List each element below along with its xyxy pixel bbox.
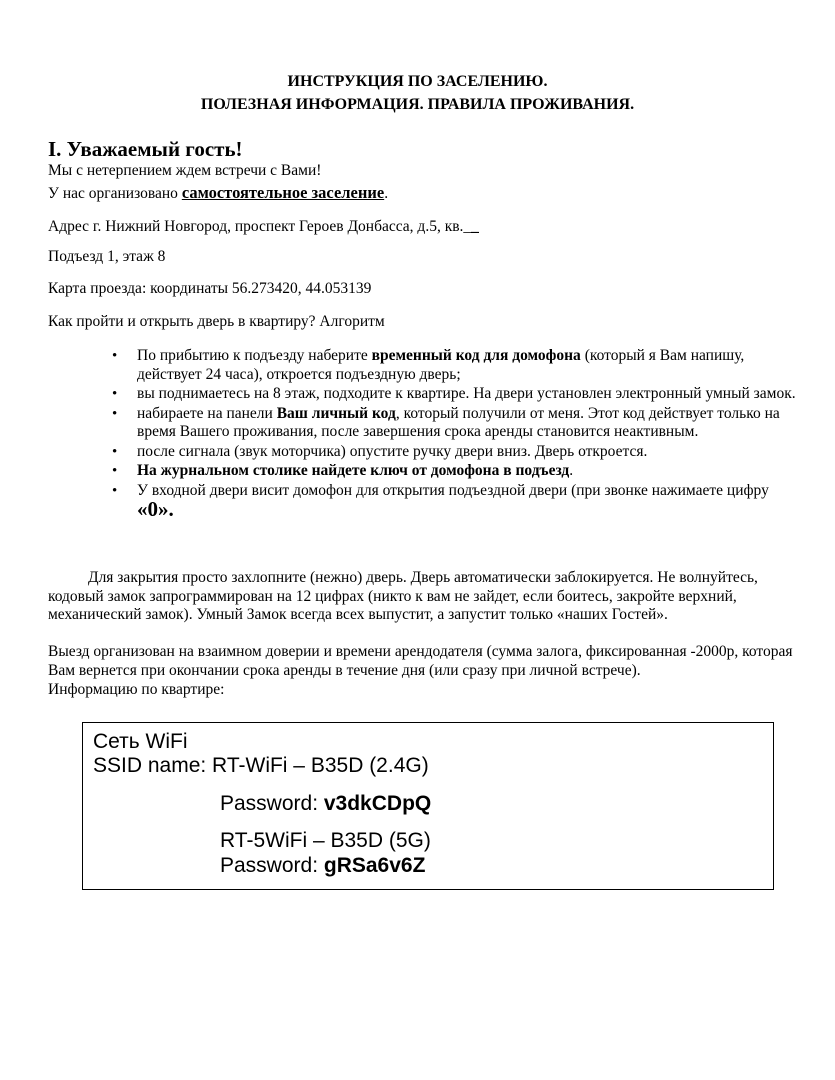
algorithm-title: Как пройти и открыть дверь в квартиру? Алгоритм (48, 313, 385, 330)
checkin-line (48, 183, 388, 204)
closing-paragraph: Для закрытия просто захлопните (нежно) дверь. Дверь автоматически заблокируется. Не волнуйтесь, кодовый замок запрограммирован на 12 цифрах (никто к вам не зайдет, если боитесь, закройте верхний, механический замок). Умный Замок всегда всех выпустит, а запустит только «наших Гостей». (48, 569, 758, 623)
entry-steps-list (110, 347, 800, 523)
list-item: • после сигнала (звук моторчика) опустите ручку двери вниз. Дверь откроется. (110, 443, 800, 462)
personal-code-emphasis: Ваш личный код (276, 404, 396, 422)
list-item: • На журнальном столике найдете ключ от домофона в подъезд. (110, 462, 800, 481)
checkin-suffix: . (384, 185, 389, 202)
wifi-password-2g-line: Password: v3dkCDpQ (220, 792, 432, 815)
document-title-line1: ИНСТРУКЦИЯ ПО ЗАСЕЛЕНИЮ. (287, 73, 548, 90)
apartment-info-label: Информацию по квартире: (48, 681, 225, 698)
wifi-info-box (82, 722, 774, 890)
key-location-emphasis: На журнальном столике найдете ключ от домофона в подъезд (137, 462, 570, 479)
list-item: • У входной двери висит домофон для открытия подъездной двери (при звонке нажимаете цифру «0». (110, 482, 800, 522)
entrance-text: Подъезд 1, этаж 8 (48, 248, 166, 265)
wifi-ssid-5g: RT-5WiFi – B35D (5G) (220, 829, 431, 852)
departure-paragraph: Выезд организован на взаимном доверии и времени арендодателя (сумма залога, фиксированная -2000р, которая Вам вернется при окончании срока аренды в течение дня (или сразу при личной встрече). (48, 643, 793, 679)
checkin-prefix: У нас организовано (48, 185, 182, 202)
checkin-emphasis: самостоятельное заселение (181, 183, 385, 202)
greeting-text: Мы с нетерпением ждем встречи с Вами! (48, 162, 322, 179)
wifi-password-5g: gRSa6v6Z (323, 854, 426, 877)
wifi-ssid-2g: SSID name: RT-WiFi – B35D (2.4G) (93, 754, 429, 777)
apartment-number-blank: _ (471, 218, 479, 235)
list-item: • По прибытию к подъезду наберите временный код для домофона (который я Вам напишу, действует 24 часа), откроется подъездную дверь; (110, 347, 800, 384)
address-line (48, 217, 479, 237)
wifi-password-5g-line: Password: gRSa6v6Z (220, 854, 426, 877)
address-text: Адрес г. Нижний Новгород, проспект Героев Донбасса, д.5, кв._ (48, 218, 472, 235)
wifi-password-2g: v3dkCDpQ (323, 792, 432, 815)
map-coordinates: Карта проезда: координаты 56.273420, 44.053139 (48, 280, 372, 297)
list-item: • набираете на панели Ваш личный код, который получили от меня. Этот код действует только на время Вашего проживания, после завершения срока аренды становится неактивным. (110, 405, 800, 442)
temporary-code-emphasis: временный код для домофона (371, 347, 581, 364)
intercom-digit: «0». (137, 497, 174, 521)
section-heading: I. Уважаемый гость! (48, 137, 243, 161)
list-item: • вы поднимаетесь на 8 этаж, подходите к квартире. На двери установлен электронный умный замок. (110, 385, 800, 404)
wifi-title: Сеть WiFi (93, 730, 188, 753)
document-title-line2: ПОЛЕЗНАЯ ИНФОРМАЦИЯ. ПРАВИЛА ПРОЖИВАНИЯ. (200, 96, 635, 113)
